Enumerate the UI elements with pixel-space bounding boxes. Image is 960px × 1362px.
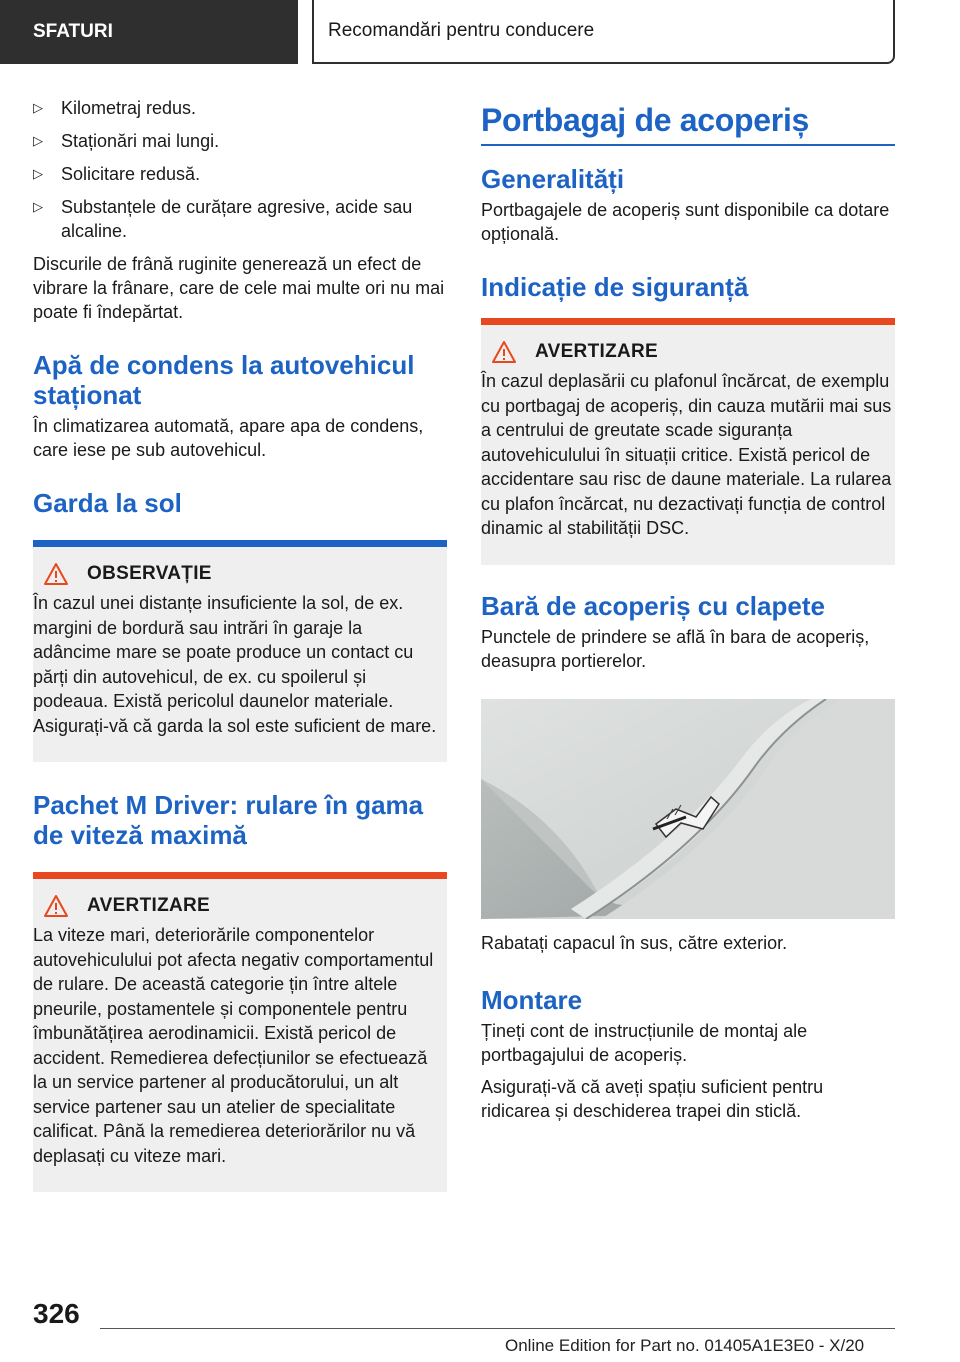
list-item: ▷ Solicitare redusă. xyxy=(33,164,201,184)
warning-text: La viteze mari, deteriorările componentelor autovehiculului pot afecta negativ comportamentul de rulare. De această categorie țin între altele pneurile, postamentele și componentele pentru îmbunătățirea aerodinamicii. Există pericol de accident. Remedierea defecțiunilor se efectuează la un service partener al producătorului, un alt service partener sau un atelier de specialitate calificat. Până la remedierea deteriorărilor nu vă deplasați cu viteze mari. xyxy=(33,925,434,1166)
bar-paragraph: Punctele de prindere se află în bara de acoperiș, deasupra portierelor. xyxy=(481,626,870,671)
right-column xyxy=(481,98,895,1131)
triangle-bullet-icon: ▷ xyxy=(33,166,43,181)
condens-heading: Apă de condens la autovehicul staționat xyxy=(33,350,415,410)
triangle-bullet-icon: ▷ xyxy=(33,199,43,214)
bullet-list xyxy=(33,96,447,243)
bar-heading: Bară de acoperiș cu clapete xyxy=(481,590,825,621)
general-heading: Generalități xyxy=(481,164,625,194)
montare-paragraph-1: Țineți cont de instrucțiunile de montaj ale portbagajului de acoperiș. xyxy=(481,1020,808,1065)
safety-warning-box xyxy=(481,318,895,565)
warning-triangle-icon xyxy=(491,339,517,365)
list-item: ▷ Kilometraj redus. xyxy=(33,98,197,118)
general-paragraph: Portbagajele de acoperiș sunt disponibile ca dotare opțională. xyxy=(481,200,890,244)
section-tab: SFATURI xyxy=(0,0,298,64)
warning-triangle-icon xyxy=(43,561,69,587)
left-column xyxy=(33,96,447,1192)
footer-divider xyxy=(100,1328,895,1329)
page-number: 326 xyxy=(33,1298,80,1329)
triangle-bullet-icon: ▷ xyxy=(33,100,43,115)
warning-box xyxy=(33,872,447,1192)
condens-paragraph: În climatizarea automată, apare apa de condens, care iese pe sub autovehicul. xyxy=(33,416,424,460)
page-title: Portbagaj de acoperiș xyxy=(481,98,895,146)
notice-box xyxy=(33,540,447,762)
chapter-title-tab: Recomandări pentru conducere xyxy=(312,0,895,64)
brake-paragraph: Discurile de frână ruginite generează un efect de vibrare la frânare, care de cele mai multe ori nu mai poate fi îndepărtat. xyxy=(33,254,445,322)
notice-label: OBSERVAȚIE xyxy=(87,563,212,584)
roof-bar-photo xyxy=(481,699,895,919)
warning-triangle-icon xyxy=(43,893,69,919)
triangle-bullet-icon: ▷ xyxy=(33,133,43,148)
photo-caption: Rabatați capacul în sus, către exterior. xyxy=(481,932,788,953)
safety-warning-label: AVERTIZARE xyxy=(535,341,658,362)
montare-heading: Montare xyxy=(481,984,583,1015)
warning-label: AVERTIZARE xyxy=(87,895,210,916)
list-item: ▷ Staționări mai lungi. xyxy=(33,131,220,151)
garda-heading: Garda la sol xyxy=(33,488,182,518)
list-item: ▷ Substanțele de curățare agresive, acide sau alcaline. xyxy=(33,197,413,241)
notice-text: În cazul unei distanțe insuficiente la sol, de ex. margini de bordură sau intrări în garaje la adâncime mare se poate produce un contact cu părți din autovehicul, de ex. cu spoilerul și podeaua. Există pericolul daunelor materiale. Asigurați-vă că garda la sol este suficient de mare. xyxy=(33,593,437,736)
safety-warning-text: În cazul deplasării cu plafonul încărcat, de exemplu cu portbagaj de acoperiș, din cauza mutării mai sus a centrului de greutate scade siguranța autovehiculului în situații critice. Există pericol de accidentare sau risc de daune materiale. La rularea cu plafon încărcat, nu dezactivați funcția de control dinamic al stabilității DSC. xyxy=(481,371,892,538)
footer-edition: Online Edition for Part no. 01405A1E3E0 - X/20 xyxy=(505,1336,865,1355)
montare-paragraph-2: Asigurați-vă că aveți spațiu suficient pentru ridicarea și deschiderea trapei din sticlă. xyxy=(481,1076,824,1121)
mdriver-heading: Pachet M Driver: rulare în gama de viteză maximă xyxy=(33,790,424,850)
safety-heading: Indicație de siguranță xyxy=(481,272,749,302)
